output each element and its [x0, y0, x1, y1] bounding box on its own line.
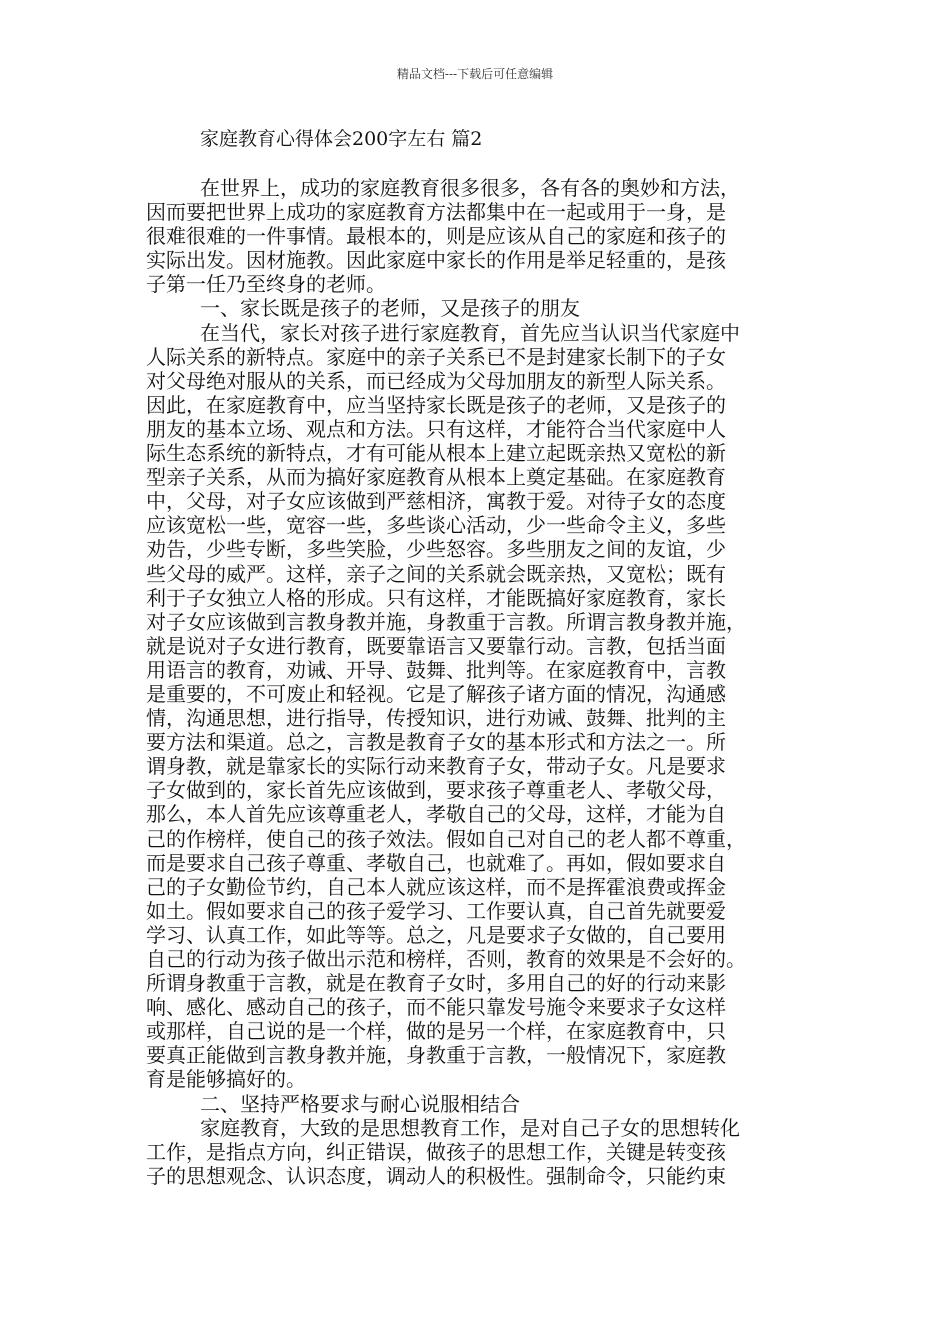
- body-line: 很难很难的一件事情。最根本的，则是应该从自己的家庭和孩子的: [146, 224, 726, 249]
- body-line: 是重要的，不可废止和轻视。它是了解孩子诸方面的情况，沟通感: [146, 681, 726, 706]
- body-line: 己的作榜样，使自己的孩子效法。假如自己对自己的老人都不尊重，: [146, 826, 746, 851]
- document-body: [146, 176, 836, 1188]
- body-line: 子第一任乃至终身的老师。: [146, 272, 386, 297]
- body-line: 二、坚持严格要求与耐心说服相结合: [200, 1091, 520, 1116]
- body-line: 因此，在家庭教育中，应当坚持家长既是孩子的老师，又是孩子的: [146, 392, 726, 417]
- body-line: 中，父母，对子女应该做到严慈相济，寓教于爱。对待子女的态度: [146, 489, 726, 514]
- body-line: 或那样，自己说的是一个样，做的是另一个样，在家庭教育中，只: [146, 1019, 726, 1044]
- body-line: 子的思想观念、认识态度，调动人的积极性。强制命令，只能约束: [146, 1163, 726, 1188]
- body-line: 要方法和渠道。总之，言教是教育子女的基本形式和方法之一。所: [146, 730, 726, 755]
- body-line: 在世界上，成功的家庭教育很多很多，各有各的奥妙和方法，: [200, 176, 740, 200]
- body-line: 己的子女勤俭节约，自己本人就应该这样，而不是挥霍浪费或挥金: [146, 874, 726, 899]
- body-line: 如土。假如要求自己的孩子爱学习、工作要认真，自己首先就要爱: [146, 898, 726, 923]
- body-line: 些父母的威严。这样，亲子之间的关系就会既亲热，又宽松；既有: [146, 561, 726, 586]
- body-line: 在当代，家长对孩子进行家庭教育，首先应当认识当代家庭中: [200, 320, 740, 345]
- body-line: 那么，本人首先应该尊重老人，孝敬自己的父母，这样，才能为自: [146, 802, 726, 827]
- body-line: 朋友的基本立场、观点和方法。只有这样，才能符合当代家庭中人: [146, 416, 726, 441]
- body-line: 一、家长既是孩子的老师，又是孩子的朋友: [200, 296, 580, 321]
- body-line: 响、感化、感动自己的孩子，而不能只靠发号施令来要求子女这样: [146, 995, 726, 1020]
- body-line: 用语言的教育，劝诫、开导、鼓舞、批判等。在家庭教育中，言教: [146, 657, 726, 682]
- body-line: 育是能够搞好的。: [146, 1067, 306, 1092]
- body-line: 工作，是指点方向，纠正错误，做孩子的思想工作，关键是转变孩: [146, 1139, 726, 1164]
- body-line: 应该宽松一些，宽容一些，多些谈心活动，少一些命令主义，多些: [146, 513, 726, 538]
- body-line: 子女做到的，家长首先应该做到，要求孩子尊重老人、孝敬父母，: [146, 778, 726, 803]
- body-line: 劝告，少些专断，多些笑脸，少些怒容。多些朋友之间的友谊，少: [146, 537, 726, 562]
- body-line: 要真正能做到言教身教并施，身教重于言教，一般情况下，家庭教: [146, 1043, 726, 1068]
- body-line: 学习、认真工作，如此等等。总之，凡是要求子女做的，自己要用: [146, 922, 726, 947]
- body-line: 而是要求自己孩子尊重、孝敬自己，也就难了。再如，假如要求自: [146, 850, 726, 875]
- body-line: 实际出发。因材施教。因此家庭中家长的作用是举足轻重的，是孩: [146, 248, 726, 273]
- page-header-note: 精品文档---下载后可任意编辑: [396, 67, 554, 81]
- body-line: 情，沟通思想，进行指导，传授知识，进行劝诫、鼓舞、批判的主: [146, 706, 726, 731]
- body-line: 人际关系的新特点。家庭中的亲子关系已不是封建家长制下的子女: [146, 344, 726, 369]
- body-line: 家庭教育，大致的是思想教育工作，是对自己子女的思想转化: [200, 1115, 740, 1140]
- body-line: 型亲子关系，从而为搞好家庭教育从根本上奠定基础。在家庭教育: [146, 465, 726, 490]
- body-line: 利于子女独立人格的形成。只有这样，才能既搞好家庭教育，家长: [146, 585, 726, 610]
- body-line: 际生态系统的新特点，才有可能从根本上建立起既亲热又宽松的新: [146, 441, 726, 466]
- body-line: 自己的行动为孩子做出示范和榜样，否则，教育的效果是不会好的。: [146, 947, 746, 971]
- document-title: 家庭教育心得体会200字左右 篇2: [200, 128, 483, 150]
- body-line: 对子女应该做到言教身教并施，身教重于言教。所谓言教身教并施，: [146, 609, 746, 634]
- body-line: 所谓身教重于言教，就是在教育子女时，多用自己的好的行动来影: [146, 971, 726, 996]
- body-line: 因而要把世界上成功的家庭教育方法都集中在一起或用于一身，是: [146, 200, 726, 225]
- body-line: 对父母绝对服从的关系，而已经成为父母加朋友的新型人际关系。: [146, 368, 726, 393]
- body-line: 谓身教，就是靠家长的实际行动来教育子女，带动子女。凡是要求: [146, 754, 726, 779]
- body-line: 就是说对子女进行教育，既要靠语言又要靠行动。言教，包括当面: [146, 633, 726, 658]
